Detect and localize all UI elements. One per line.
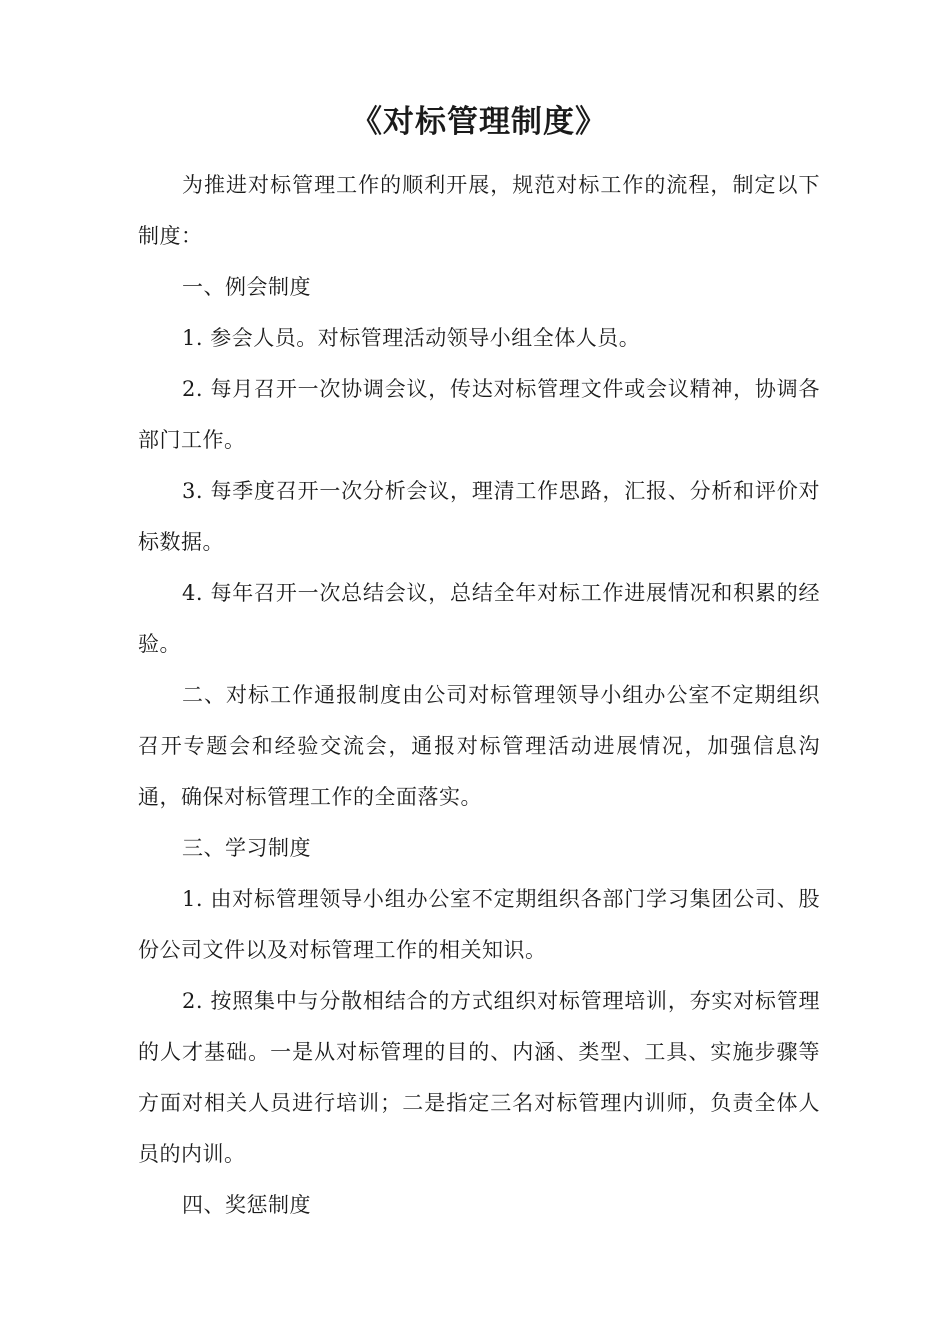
document-title: 《对标管理制度》 xyxy=(351,104,607,140)
paragraph-item: 4. 每年召开一次总结会议，总结全年对标工作进展情况和积累的经验。 xyxy=(138,581,820,656)
section-heading-rewards: 四、奖惩制度 xyxy=(182,1193,311,1217)
paragraph-item: 2. 按照集中与分散相结合的方式组织对标管理培训，夯实对标管理的人才基础。一是从对标管理的目的、内涵、类型、工具、实施步骤等方面对相关人员进行培训；二是指定三名对标管理内训师，负责全体人员的内训。 xyxy=(138,989,820,1166)
section-heading-study: 三、学习制度 xyxy=(182,836,311,860)
paragraph-item: 3. 每季度召开一次分析会议，理清工作思路，汇报、分析和评价对标数据。 xyxy=(138,479,820,554)
section-reporting: 二、对标工作通报制度由公司对标管理领导小组办公室不定期组织召开专题会和经验交流会，通报对标管理活动进展情况，加强信息沟通，确保对标管理工作的全面落实。 xyxy=(138,683,820,809)
paragraph-item: 1. 参会人员。对标管理活动领导小组全体人员。 xyxy=(182,326,641,350)
document-body xyxy=(138,100,820,1231)
section-heading-meeting: 一、例会制度 xyxy=(182,275,311,299)
paragraph-item: 2. 每月召开一次协调会议，传达对标管理文件或会议精神，协调各部门工作。 xyxy=(138,377,820,452)
paragraph-item: 1. 由对标管理领导小组办公室不定期组织各部门学习集团公司、股份公司文件以及对标管理工作的相关知识。 xyxy=(138,887,820,962)
paragraph-intro: 为推进对标管理工作的顺利开展，规范对标工作的流程，制定以下制度： xyxy=(138,173,820,248)
